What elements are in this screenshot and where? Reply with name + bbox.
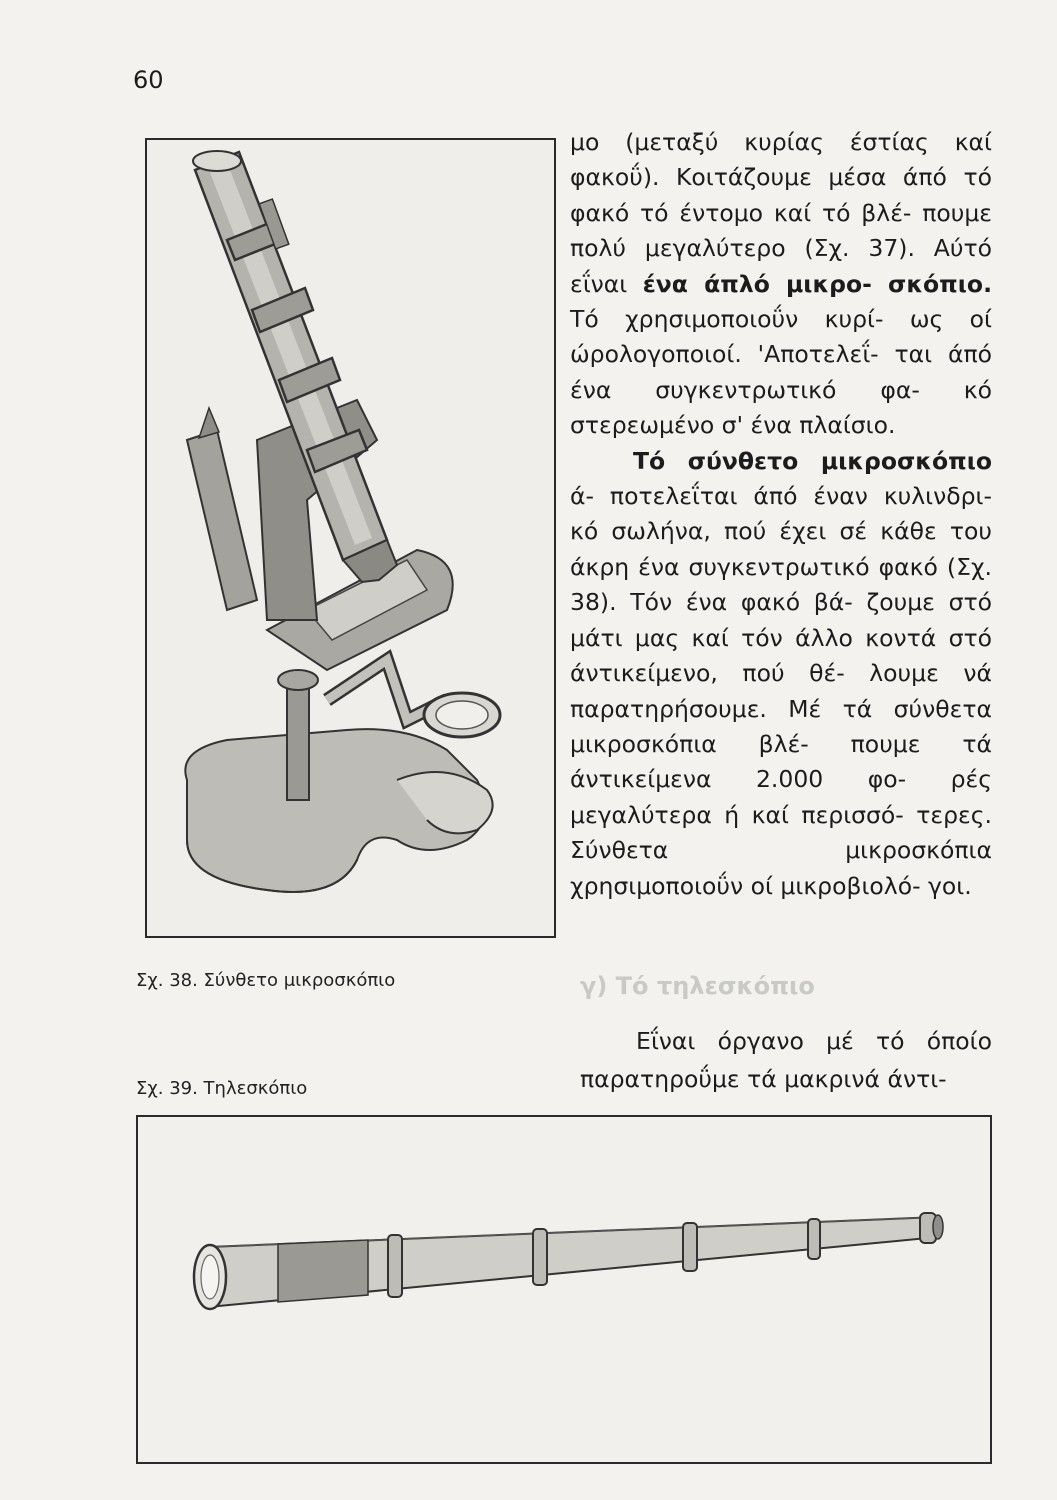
section-heading-telescope: γ) Τό τηλεσκόπιο (580, 972, 815, 1000)
telescope-text (580, 1022, 992, 1098)
telescope-paragraph: Εΐναι όργανο μέ τό όποίο παρατηροΰμε τά μακρινά άντι- (580, 1027, 992, 1093)
bold-term-simple-microscope: ένα άπλό μικρο- σκόπιο. (642, 269, 992, 298)
bold-term-compound-microscope: Τό σύνθετο μικροσκόπιο (633, 446, 992, 475)
text-line: φακοΰ). Κοιτάζουμε μέσα άπό (570, 163, 947, 192)
text-line: τό φακό τό έντομο καί τό βλέ- (570, 163, 992, 227)
body-text-column (570, 125, 992, 904)
microscope-illustration (147, 140, 554, 936)
page-number: 60 (133, 66, 164, 94)
paragraph-compound-microscope (570, 444, 992, 904)
figure-39-caption: Σχ. 39. Τηλεσκόπιο (136, 1078, 308, 1099)
figure-39-telescope (136, 1115, 992, 1464)
telescope-illustration (138, 1117, 990, 1462)
text-line: 37). Αύτό εΐναι (570, 234, 992, 298)
text-line: ως οί ώρολογοποιοί. 'Αποτελεΐ- (570, 305, 992, 369)
text-line: Τό χρησιμοποιοΰν κυρί- (570, 305, 884, 334)
text-body: ά- ποτελεΐται άπό έναν κυλινδρι- κό σωλήνα, πού έχει σέ κάθε του άκρη ένα συγκεντρωτικό φακό (Σχ. 38). Τόν ένα φακό βά- ζουμε στό μάτι μας καί τόν άλλο κοντά στό άντικείμενο, πού θέ- λουμε νά παρατηρήσουμε. Μέ τά σύνθετα μικροσκόπια βλέ- πουμε τά άντικείμενα 2.000 φο- ρές μεγαλύτερα ή καί περισσό- τερες. Σύνθετα μικροσκόπια χρησιμοποιοΰν οί μικροβιολό- γοι. (570, 482, 992, 900)
text-line: κό στερεωμένο σ' ένα πλαίσιο. (570, 375, 992, 440)
text-line: μο (μεταξύ κυρίας έστίας καί (570, 128, 992, 156)
text-line: ται άπό ένα συγκεντρωτικό φα- (570, 340, 992, 404)
figure-38-caption: Σχ. 38. Σύνθετο μικροσκόπιο (136, 970, 396, 991)
paragraph-simple-microscope (570, 125, 992, 444)
figure-38-microscope (145, 138, 556, 938)
text-line: πουμε πολύ μεγαλύτερο (Σχ. (570, 198, 992, 263)
